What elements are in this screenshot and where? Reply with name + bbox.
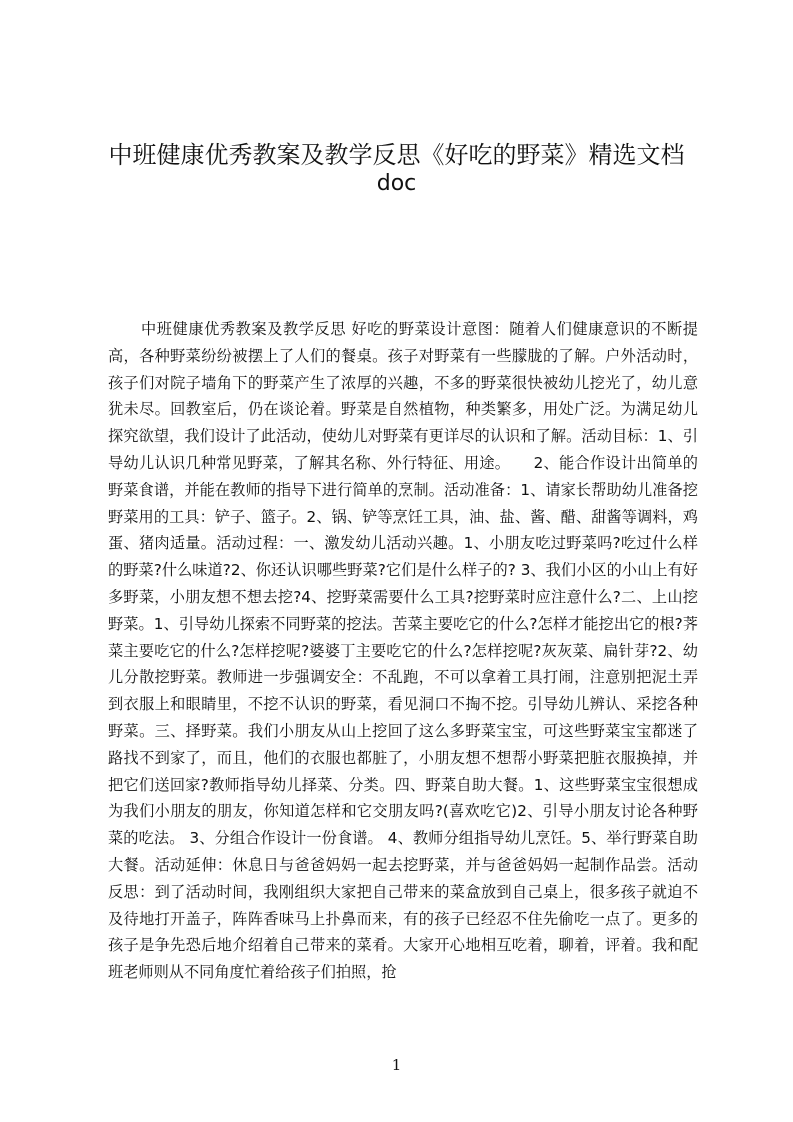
title-text: 中班健康优秀教案及教学反思《好吃的野菜》精选文档 — [108, 141, 685, 169]
page-number: 1 — [391, 1056, 402, 1074]
title-suffix: doc — [376, 171, 417, 196]
document-title — [60, 140, 733, 198]
body-paragraph: 中班健康优秀教案及教学反思 好吃的野菜设计意图：随着人们健康意识的不断提高，各种野菜纷纷被摆上了人们的餐桌。孩子对野菜有一些朦胧的了解。户外活动时，孩子们对院子墙角下的野菜产生了浓厚的兴趣，不多的野菜很快被幼儿挖光了，幼儿意犹未尽。回教室后，仍在谈论着。野菜是自然植物，种类繁多，用处广泛。为满足幼儿探究欲望，我们设计了此活动，使幼儿对野菜有更详尽的认识和了解。活动目标：1、引导幼儿认识几种常见野菜，了解其名称、外行特征、用途。 2、能合作设计出简单的野菜食谱，并能在教师的指导下进行简单的烹制。活动准备：1、请家长帮助幼儿准备挖野菜用的工具：铲子、篮子。2、锅、铲等烹饪工具，油、盐、酱、醋、甜酱等调料，鸡蛋、猪肉适量。活动过程：一、激发幼儿活动兴趣。1、小朋友吃过野菜吗?吃过什么样的野菜?什么味道?2、你还认识哪些野菜?它们是什么样子的? 3、我们小区的小山上有好多野菜，小朋友想不想去挖?4、挖野菜需要什么工具?挖野菜时应注意什么?二、上山挖野菜。1、引导幼儿探索不同野菜的挖法。苦菜主要吃它的什么?怎样才能挖出它的根?荠菜主要吃它的什么?怎样挖呢?婆婆丁主要吃它的什么?怎样挖呢?灰灰菜、扁针芽?2、幼儿分散挖野菜。教师进一步强调安全：不乱跑，不可以拿着工具打闹，注意别把泥土弄到衣服上和眼睛里，不挖不认识的野菜，看见洞口不掏不挖。引导幼儿辨认、采挖各种野菜。三、择野菜。我们小朋友从山上挖回了这么多野菜宝宝，可这些野菜宝宝都迷了路找不到家了，而且，他们的衣服也都脏了，小朋友想不想帮小野菜把脏衣服换掉，并把它们送回家?教师指导幼儿择菜、分类。四、野菜自助大餐。1、这些野菜宝宝很想成为我们小朋友的朋友，你知道怎样和它交朋友吗?(喜欢吃它)2、引导小朋友讨论各种野菜的吃法。 3、分组合作设计一份食谱。 4、教师分组指导幼儿烹饪。5、举行野菜自助大餐。活动延伸：休息日与爸爸妈妈一起去挖野菜，并与爸爸妈妈一起制作品尝。活动反思：到了活动时间，我刚组织大家把自己带来的菜盒放到自己桌上，很多孩子就迫不及待地打开盖子，阵阵香味马上扑鼻而来，有的孩子已经忍不住先偷吃一点了。更多的孩子是争先恐后地介绍着自己带来的菜肴。大家开心地相互吃着，聊着，评着。我和配班老师则从不同角度忙着给孩子们拍照，抢 — [108, 320, 698, 982]
